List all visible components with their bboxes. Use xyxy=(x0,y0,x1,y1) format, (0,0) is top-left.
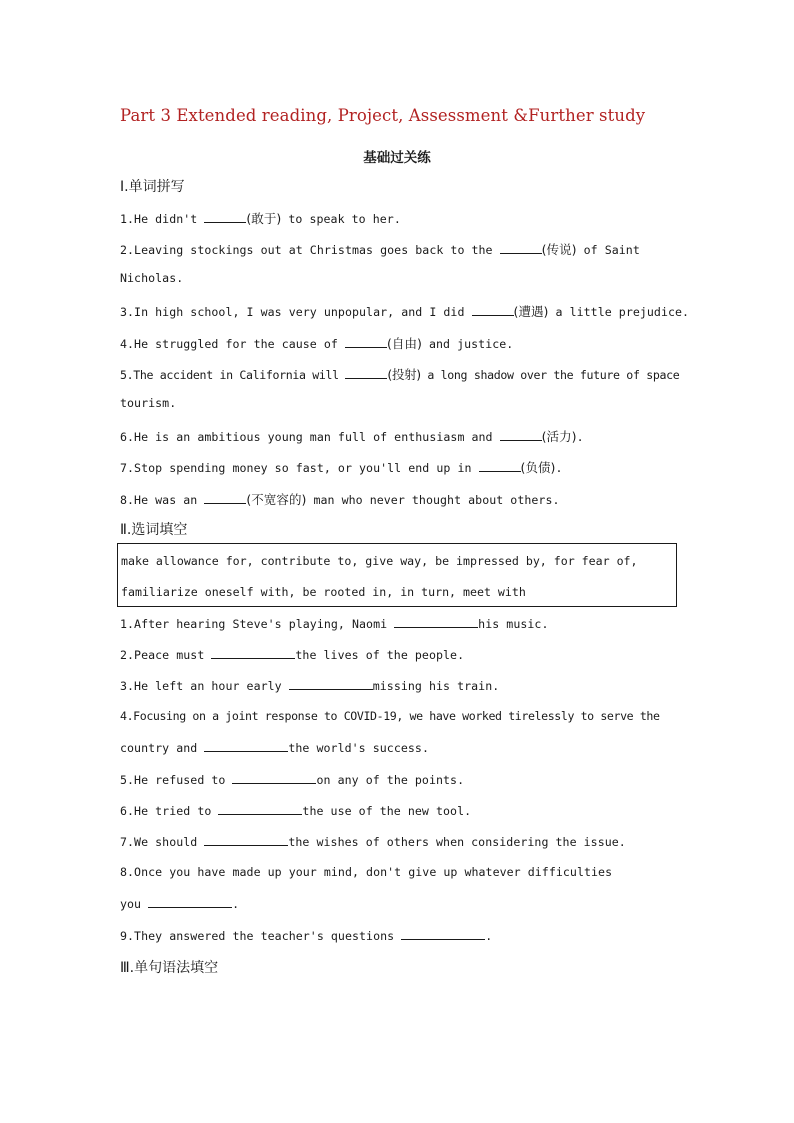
word-bank-box xyxy=(117,543,677,607)
answer-blank[interactable] xyxy=(148,896,232,908)
section-heading-grammar: Ⅲ.单句语法填空 xyxy=(120,960,219,976)
answer-blank[interactable] xyxy=(345,336,387,348)
answer-blank[interactable] xyxy=(211,647,295,659)
answer-blank[interactable] xyxy=(204,740,288,752)
choice-item-3: 3.He left an hour early missing his train. xyxy=(120,679,500,693)
answer-blank[interactable] xyxy=(401,928,485,940)
answer-blank[interactable] xyxy=(479,460,521,472)
spelling-item-2: 2.Leaving stockings out at Christmas goes back to the (传说) of Saint xyxy=(120,242,640,257)
choice-item-4-continued: country and the world's success. xyxy=(120,741,429,755)
section-heading-word-choice: Ⅱ.选词填空 xyxy=(120,522,188,538)
choice-item-1: 1.After hearing Steve's playing, Naomi his music. xyxy=(120,617,549,631)
answer-blank[interactable] xyxy=(394,616,478,628)
choice-item-7: 7.We should the wishes of others when considering the issue. xyxy=(120,835,626,849)
spelling-item-3: 3.In high school, I was very unpopular, and I did (遭遇) a little prejudice. xyxy=(120,304,690,319)
spelling-item-5-continued: tourism. xyxy=(120,396,177,410)
choice-item-6: 6.He tried to the use of the new tool. xyxy=(120,804,472,818)
choice-item-8-continued: you . xyxy=(120,897,240,911)
spelling-item-4: 4.He struggled for the cause of (自由) and justice. xyxy=(120,336,514,351)
spelling-item-5: 5.The accident in California will (投射) a long shadow over the future of space xyxy=(120,367,680,382)
spelling-item-6: 6.He is an ambitious young man full of enthusiasm and (活力). xyxy=(120,429,584,444)
choice-item-5: 5.He refused to on any of the points. xyxy=(120,773,465,787)
answer-blank[interactable] xyxy=(218,803,302,815)
answer-blank[interactable] xyxy=(500,429,542,441)
answer-blank[interactable] xyxy=(204,834,288,846)
answer-blank[interactable] xyxy=(345,367,387,379)
section-heading-spelling: Ⅰ.单词拼写 xyxy=(120,179,185,195)
choice-item-4: 4.Focusing on a joint response to COVID-19, we have worked tirelessly to serve the xyxy=(120,709,660,723)
spelling-item-8: 8.He was an (不宽容的) man who never thought about others. xyxy=(120,492,560,507)
answer-blank[interactable] xyxy=(289,678,373,690)
spelling-item-1: 1.He didn't (敢于) to speak to her. xyxy=(120,211,401,226)
word-bank-line-1: make allowance for, contribute to, give way, be impressed by, for fear of, xyxy=(121,554,638,568)
answer-blank[interactable] xyxy=(204,211,246,223)
answer-blank[interactable] xyxy=(500,242,542,254)
answer-blank[interactable] xyxy=(204,492,246,504)
page-title: Part 3 Extended reading, Project, Assessment &Further study xyxy=(120,106,646,125)
spelling-item-7: 7.Stop spending money so fast, or you'll end up in (负债). xyxy=(120,460,563,475)
choice-item-2: 2.Peace must the lives of the people. xyxy=(120,648,465,662)
answer-blank[interactable] xyxy=(232,772,316,784)
choice-item-9: 9.They answered the teacher's questions . xyxy=(120,929,493,943)
answer-blank[interactable] xyxy=(472,304,514,316)
page-subtitle: 基础过关练 xyxy=(363,150,431,166)
word-bank-line-2: familiarize oneself with, be rooted in, in turn, meet with xyxy=(121,585,526,599)
choice-item-8: 8.Once you have made up your mind, don't give up whatever difficulties xyxy=(120,865,613,879)
spelling-item-2-continued: Nicholas. xyxy=(120,271,184,285)
